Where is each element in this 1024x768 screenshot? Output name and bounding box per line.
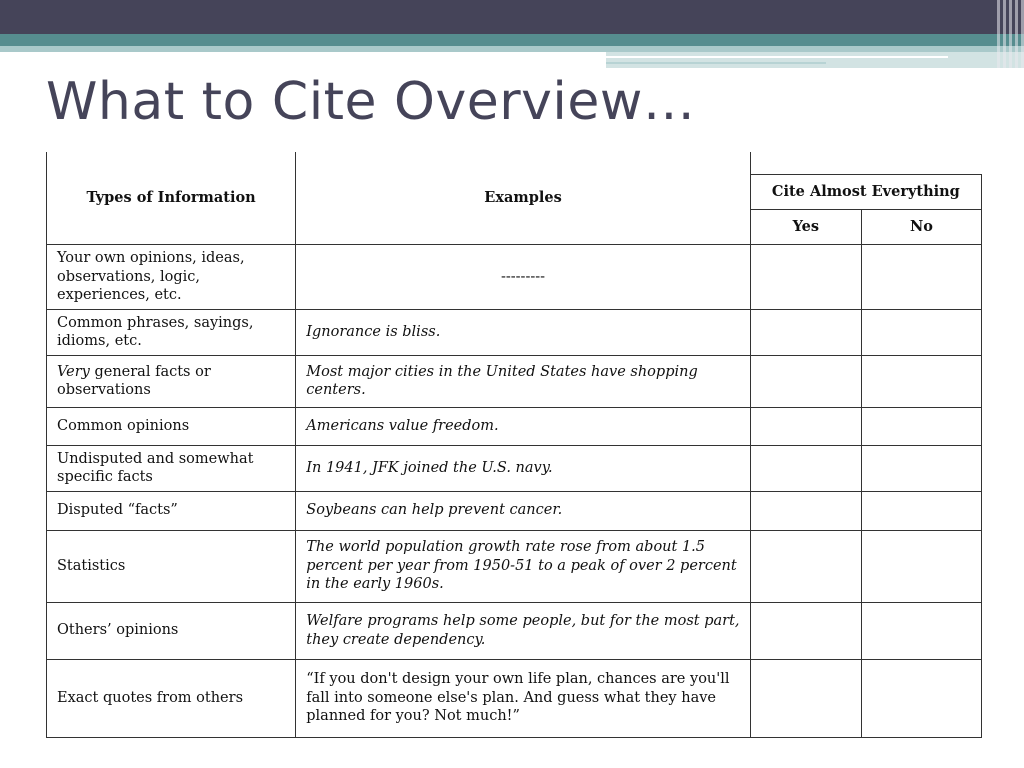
header-types: Types of Information — [47, 152, 296, 245]
slide-title: What to Cite Overview… — [46, 72, 696, 132]
table-row — [47, 445, 982, 491]
type-text: general facts or observations — [57, 363, 211, 398]
yes-cell — [750, 602, 861, 659]
table-row — [47, 602, 982, 659]
table-row — [47, 491, 982, 530]
cite-table — [46, 152, 982, 738]
table-row — [47, 659, 982, 737]
table-row — [47, 530, 982, 602]
example-cell: Soybeans can help prevent cancer. — [296, 491, 750, 530]
example-cell: --------- — [296, 245, 750, 310]
type-cell: Exact quotes from others — [47, 659, 296, 737]
example-cell: Most major cities in the United States have shopping centers. — [296, 355, 750, 407]
type-cell: Common phrases, sayings, idioms, etc. — [47, 309, 296, 355]
no-cell — [861, 245, 981, 310]
no-cell — [861, 309, 981, 355]
no-cell — [861, 491, 981, 530]
header-accent-line — [606, 62, 826, 64]
type-cell: Others’ opinions — [47, 602, 296, 659]
type-emphasis: Very — [57, 363, 90, 380]
yes-cell — [750, 245, 861, 310]
example-cell: The world population growth rate rose from about 1.5 percent per year from 1950-51 to a peak of over 2 percent in the early 1960s. — [296, 530, 750, 602]
type-cell: Undisputed and somewhat specific facts — [47, 445, 296, 491]
header-stripes — [994, 0, 1024, 68]
table-row — [47, 407, 982, 445]
header-yes: Yes — [750, 209, 861, 244]
yes-cell — [750, 355, 861, 407]
header-band-teal — [0, 34, 1024, 46]
yes-cell — [750, 491, 861, 530]
no-cell — [861, 445, 981, 491]
table-row — [47, 355, 982, 407]
example-cell: In 1941, JFK joined the U.S. navy. — [296, 445, 750, 491]
type-cell: Common opinions — [47, 407, 296, 445]
no-cell — [861, 602, 981, 659]
table-row — [47, 309, 982, 355]
no-cell — [861, 530, 981, 602]
example-cell: “If you don't design your own life plan, chances are you'll fall into someone else's plan. And guess what they have planned for you? Not much!” — [296, 659, 750, 737]
header-band-pale — [606, 52, 1024, 68]
yes-cell — [750, 309, 861, 355]
yes-cell — [750, 445, 861, 491]
no-cell — [861, 659, 981, 737]
yes-cell — [750, 407, 861, 445]
header-cite: Cite Almost Everything — [750, 174, 981, 209]
no-cell — [861, 407, 981, 445]
header-examples: Examples — [296, 152, 750, 245]
type-cell: Your own opinions, ideas, observations, logic, experiences, etc. — [47, 245, 296, 310]
table-row — [47, 245, 982, 310]
type-cell: Disputed “facts” — [47, 491, 296, 530]
type-cell — [47, 355, 296, 407]
header-no: No — [861, 209, 981, 244]
no-cell — [861, 355, 981, 407]
header-band-dark — [0, 0, 1024, 34]
header-accent-line — [606, 56, 948, 58]
example-cell: Americans value freedom. — [296, 407, 750, 445]
header-spacer — [750, 152, 981, 174]
type-cell: Statistics — [47, 530, 296, 602]
example-cell: Ignorance is bliss. — [296, 309, 750, 355]
yes-cell — [750, 659, 861, 737]
example-cell: Welfare programs help some people, but for the most part, they create dependency. — [296, 602, 750, 659]
yes-cell — [750, 530, 861, 602]
